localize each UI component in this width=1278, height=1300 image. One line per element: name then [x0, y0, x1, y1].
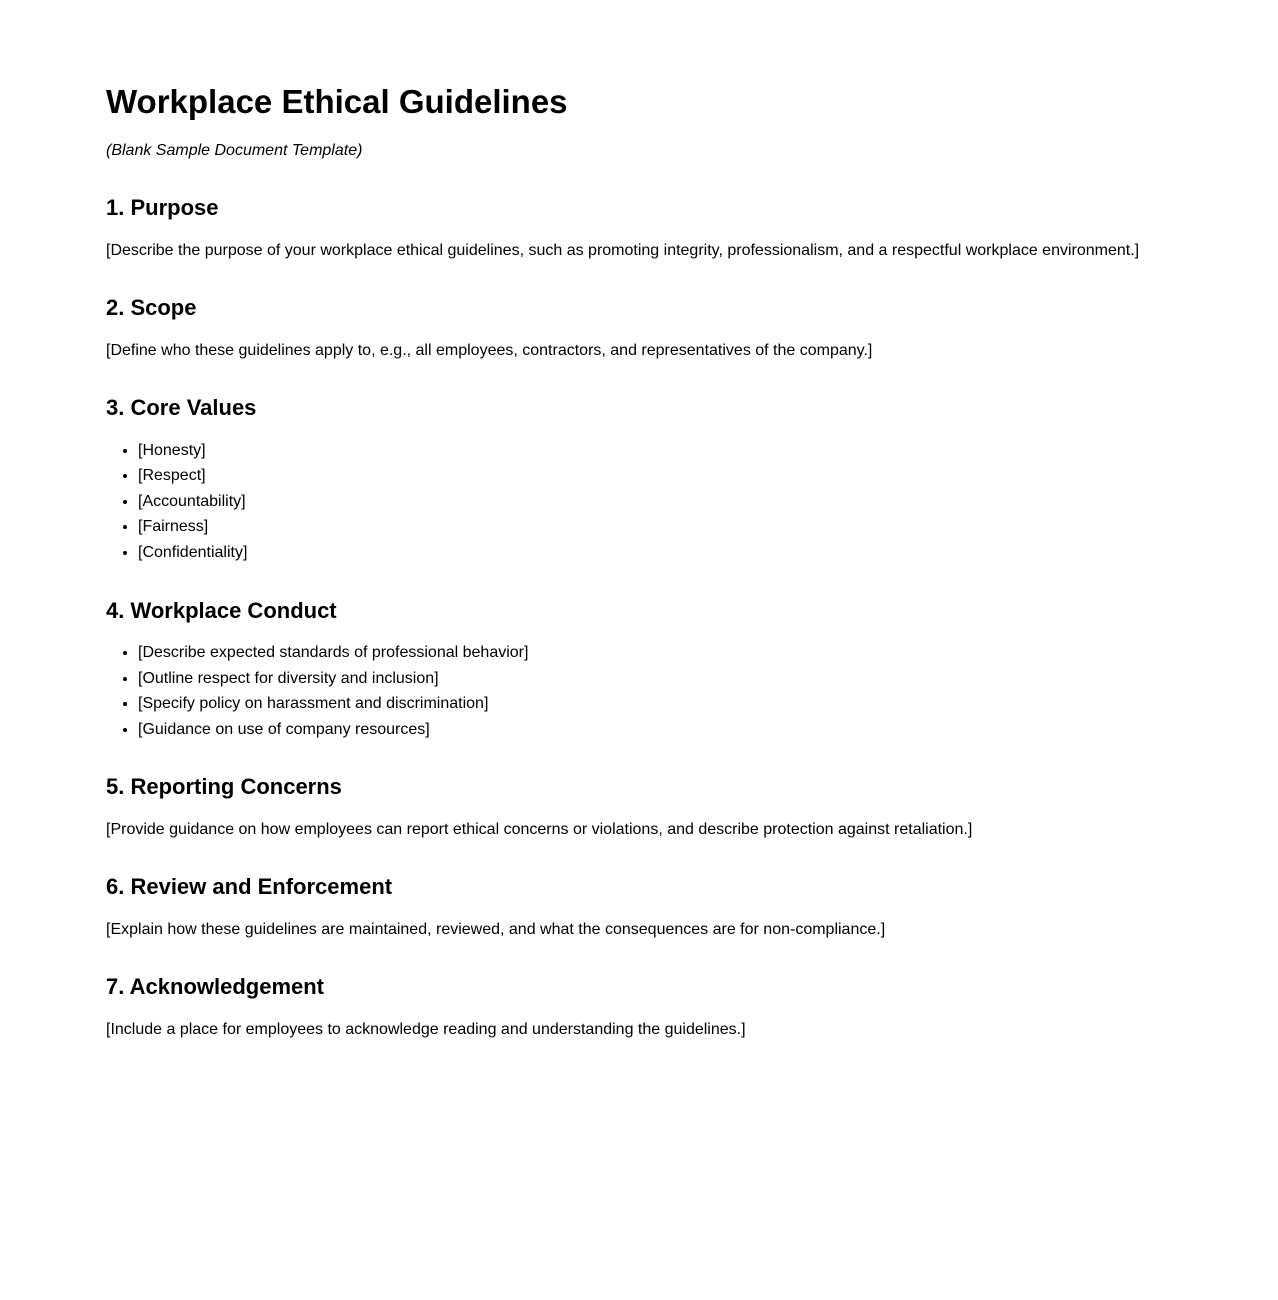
section-body-text: [Define who these guidelines apply to, e.g., all employees, contractors, and representatives of the company.]	[106, 341, 873, 359]
section-heading: 4. Workplace Conduct	[106, 597, 337, 623]
section-scope	[106, 295, 1172, 363]
core-values-list	[106, 438, 1172, 566]
list-item: • [Outline respect for diversity and inclusion]	[138, 666, 1172, 692]
section-purpose	[106, 195, 1172, 263]
section-heading: 6. Review and Enforcement	[106, 874, 393, 900]
list-item: • [Respect]	[138, 463, 1172, 489]
section-core-values	[106, 395, 1172, 565]
section-body-text: [Include a place for employees to acknowledge reading and understanding the guidelines.]	[106, 1020, 746, 1038]
workplace-conduct-list	[106, 640, 1172, 742]
list-item: • [Describe expected standards of professional behavior]	[138, 640, 1172, 666]
section-body-text: [Provide guidance on how employees can report ethical concerns or violations, and describe protection against retaliation.]	[106, 820, 973, 838]
list-item: • [Honesty]	[138, 438, 1172, 464]
section-workplace-conduct	[106, 598, 1172, 743]
section-heading: 2. Scope	[106, 295, 197, 321]
list-item: • [Guidance on use of company resources]	[138, 717, 1172, 743]
section-reporting-concerns	[106, 774, 1172, 842]
page-subtitle: (Blank Sample Document Template)	[106, 141, 363, 159]
list-item: • [Specify policy on harassment and discrimination]	[138, 691, 1172, 717]
section-acknowledgement	[106, 974, 1172, 1042]
section-heading: 7. Acknowledgement	[106, 974, 325, 1000]
list-item: • [Accountability]	[138, 489, 1172, 515]
page-title: Workplace Ethical Guidelines	[106, 83, 568, 120]
section-heading: 1. Purpose	[106, 195, 219, 221]
section-body-text: [Explain how these guidelines are maintained, reviewed, and what the consequences are for non-compliance.]	[106, 920, 886, 938]
section-body-text: [Describe the purpose of your workplace ethical guidelines, such as promoting integrity, professionalism, and a respectful workplace environment.]	[106, 241, 1140, 259]
section-heading: 5. Reporting Concerns	[106, 774, 342, 800]
list-item: • [Confidentiality]	[138, 540, 1172, 566]
section-review-enforcement	[106, 874, 1172, 942]
list-item: • [Fairness]	[138, 514, 1172, 540]
section-heading: 3. Core Values	[106, 395, 257, 421]
